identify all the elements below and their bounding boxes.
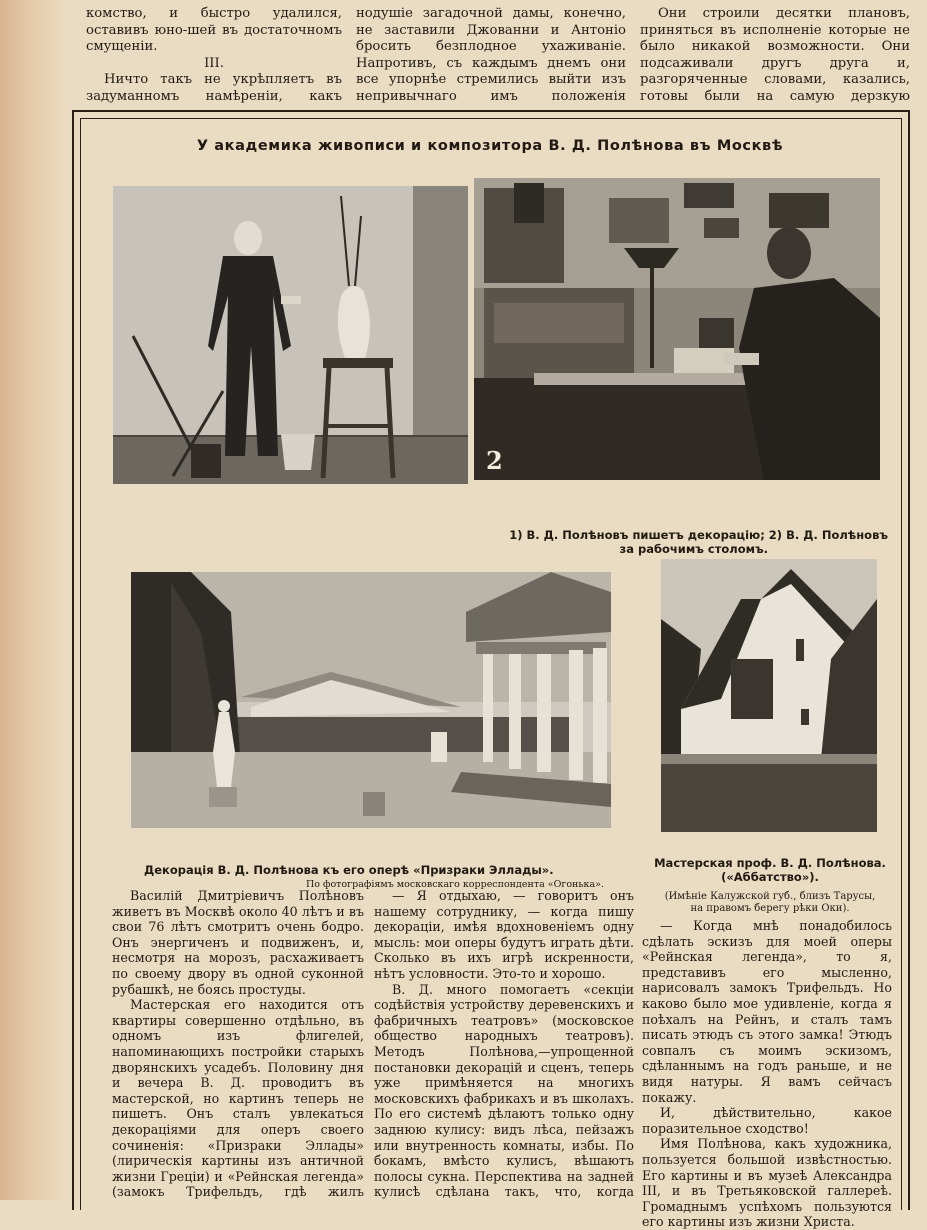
body-column-3 xyxy=(642,918,892,1230)
top-column-1 xyxy=(86,6,342,104)
photo-opera-decoration xyxy=(131,572,611,828)
photo-credit: По фотографіямъ московскаго корреспондента «Огонька». xyxy=(290,879,620,891)
body-col2-para-1: — Я отдыхаю, — говоритъ онъ нашему сотруднику, — когда пишу декораціи, имѣя вдохновеніемъ одну мысль: мои оперы будутъ играть дѣти. Сколько въ ихъ игрѣ искренности, нѣтъ условности. Это-то и хорошо. xyxy=(374,888,634,982)
caption-photos-1-2-line1: 1) В. Д. Полѣновъ пишетъ декорацію; 2) В. Д. Полѣновъ xyxy=(488,528,888,542)
caption-photos-1-2 xyxy=(488,528,888,556)
top-column-3 xyxy=(640,6,910,104)
top-col3-para-1: Они строили десятки плановъ, приняться въ исполненіе которые не было никакой возможности. Они подсаживали другъ другa и, разгоряченные словами, казались, готовы были на самую дерзкую xyxy=(640,6,910,104)
caption-studio xyxy=(650,856,890,884)
caption-studio-note xyxy=(650,891,890,915)
caption-studio-line2: («Аббатство»). xyxy=(650,870,890,884)
body-col3-para-3: Имя Полѣнова, какъ художника, пользуется большой извѣстностью. Его картины и въ музеѣ Александра III, и въ Третьяковской галлереѣ. Громаднымъ успѣхомъ пользуются его картины изъ жизни Христа. xyxy=(642,1136,892,1230)
body-column-1 xyxy=(112,888,364,1200)
body-col3-para-2: И, дѣйствительно, какое поразительное сходство! xyxy=(642,1105,892,1136)
top-col1-para-1: комство, и быстро удалился, оставивъ юно-шей въ достаточномъ смущеніи. xyxy=(86,6,342,56)
top-col1-section-number: III. xyxy=(86,56,342,73)
caption-decoration: Декорація В. Д. Полѣнова къ его оперѣ «Призраки Эллады». xyxy=(144,863,614,877)
top-col2-para: нодушіе загадочной дамы, конечно, не заставили Джованни и Антоніо бросить безплодное ухаживаніе. Напротивъ, съ каждымъ днемъ они все упорнѣе стремились выйти изъ непривычнаго имъ положенія xyxy=(356,6,626,104)
top-column-2 xyxy=(356,6,626,104)
body-column-2 xyxy=(374,888,634,1200)
top-col1-para-2: Ничто такъ не укрѣпляетъ въ задуманномъ намѣреніи, какъ xyxy=(86,72,342,104)
photo-polenov-at-desk xyxy=(474,178,880,480)
page-edge xyxy=(0,0,70,1200)
body-col1-para-1: Василій Дмитріевичъ Полѣновъ живетъ въ Москвѣ около 40 лѣтъ и въ свои 76 лѣтъ смотритъ очень бодро. Онъ энергиченъ и подвиженъ, и, несмотря на морозъ, расхаживаетъ по своему двору въ одной суконной рубашкѣ, не боясь простуды. xyxy=(112,888,364,997)
body-col3-para-1: — Когда мнѣ понадобилось сдѣлать эскизъ для моей оперы «Рейнская легенда», то я, представивъ его мысленно, нарисовалъ замокъ Трифельдъ. Но каково было мое удивленіе, когда я поѣхалъ на Рейнъ, и сталъ тамъ писать этюдъ съ этого замка! Этюдъ совпалъ съ моимъ эскизомъ, сдѣланнымъ на годъ раньше, и не видя натуры. Я вамъ сейчасъ покажу. xyxy=(642,918,892,1105)
caption-studio-note-line1: (Имѣніе Калужской губ., близъ Тарусы, xyxy=(650,891,890,903)
caption-studio-line1: Мастерская проф. В. Д. Полѣнова. xyxy=(650,856,890,870)
article-headline: У академика живописи и композитора В. Д. Полѣнова въ Москвѣ xyxy=(100,138,880,154)
caption-studio-note-line2: на правомъ берегу рѣки Оки). xyxy=(650,903,890,915)
photo-studio-abbey xyxy=(661,559,877,832)
body-col1-para-2: Мастерская его находится отъ квартиры совершенно отдѣльно, въ одномъ изъ флигелей, напоминающихъ постройки старыхъ дворянскихъ усадебъ. Половину дня и вечера В. Д. проводитъ въ мастерской, но картинъ теперь не пишетъ. Онъ сталъ увлекаться декораціями для оперъ своего сочиненія: «Призраки Эллады» (лирическія картины изъ античной жизни Греціи) и «Рейнская легенда» (замокъ Трифельдъ, гдѣ жилъ xyxy=(112,997,364,1200)
body-col2-para-2: В. Д. много помогаетъ «секціи содѣйствія устройству деревенскихъ и фабричныхъ театровъ» (московское общество народныхъ театровъ). Методъ Полѣнова,—упрощенной постановки декорацій и сценъ, теперь уже примѣняется на многихъ московскихъ фабрикахъ и въ школахъ. По его системѣ дѣлаютъ только одну заднюю кулису: видъ лѣса, пейзажъ или внутренность комнаты, избы. По бокамъ, вмѣсто кулисъ, вѣшаютъ полосы сукна. Перспектива на задней кулисѣ сдѣлана такъ, что, когда xyxy=(374,982,634,1200)
photo-number-2: 2 xyxy=(486,446,503,475)
caption-photos-1-2-line2: за рабочимъ столомъ. xyxy=(488,542,888,556)
photo-polenov-painting xyxy=(113,186,468,484)
